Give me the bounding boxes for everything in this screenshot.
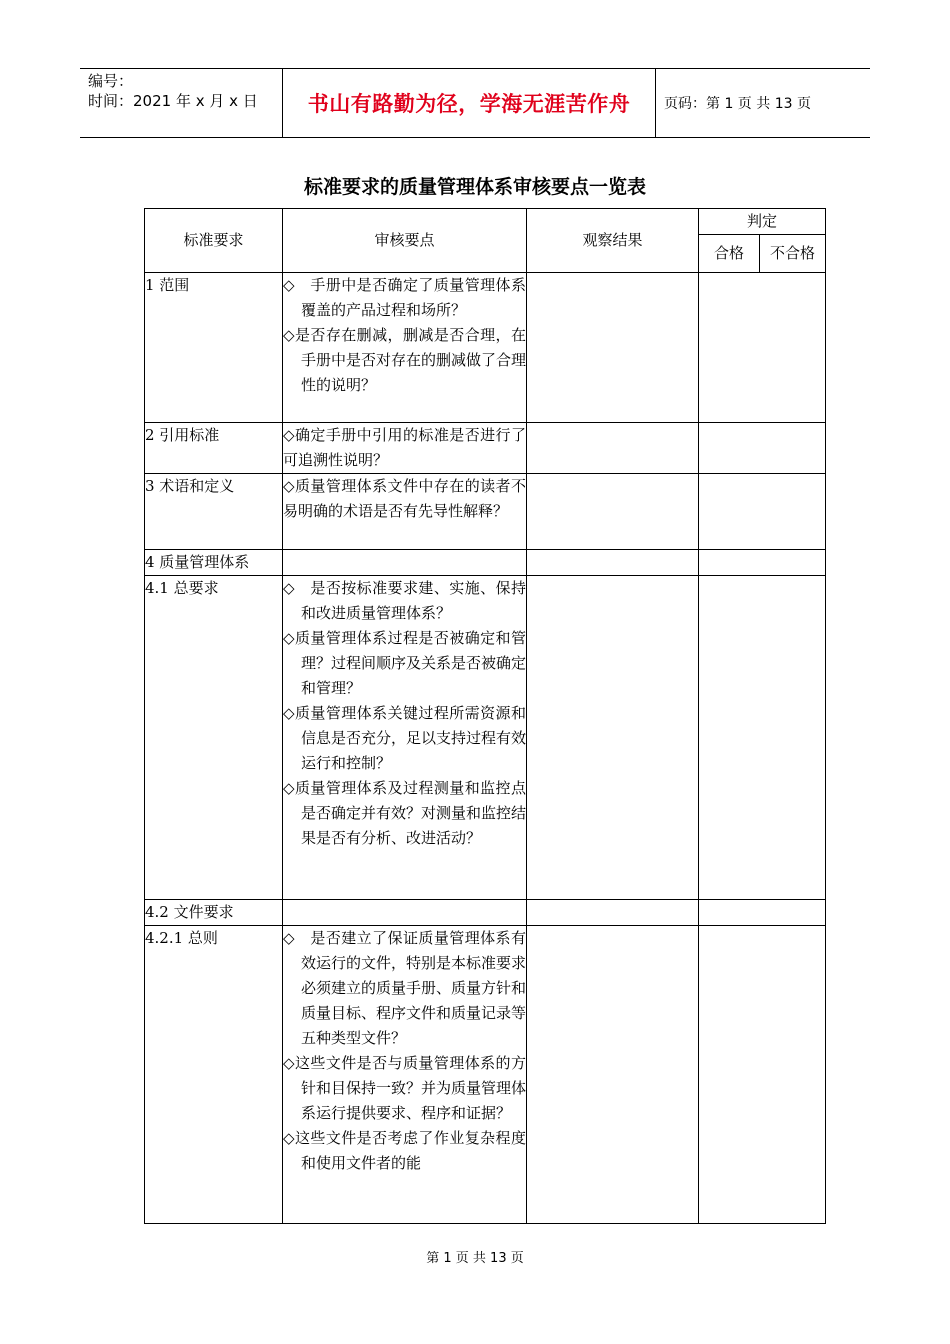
requirement-cell: 4.2.1 总则 (145, 926, 283, 1224)
requirement-cell: 2 引用标准 (145, 423, 283, 474)
header-motto: 书山有路勤为径，学海无涯苦作舟 (307, 92, 631, 116)
observation-cell (527, 576, 699, 900)
requirement-cell: 4.1 总要求 (145, 576, 283, 900)
header-page-info: 页码：第 1 页 共 13 页 (664, 96, 811, 112)
observation-cell (527, 926, 699, 1224)
audit-point: ◇这些文件是否考虑了作业复杂程度和使用文件者的能 (283, 1129, 526, 1172)
document-time-label: 时间：2021 年 x 月 x 日 (88, 92, 258, 110)
audit-point: ◇这些文件是否与质量管理体系的方针和目保持一致？并为质量管理体系运行提供要求、程序和证据？ (283, 1054, 527, 1122)
audit-point: ◇质量管理体系及过程测量和监控点是否确定并有效？对测量和监控结果是否有分析、改进活动？ (283, 779, 527, 847)
header-divider (655, 69, 656, 137)
judgement-cell (699, 576, 826, 900)
table-row (145, 926, 826, 1224)
document-number-label: 编号： (88, 72, 134, 90)
page-footer: 第 1 页 共 13 页 (426, 1251, 524, 1266)
audit-points-cell (283, 423, 527, 474)
table-row (145, 273, 826, 423)
observation-cell (527, 474, 699, 550)
audit-point: ◇确定手册中引用的标准是否进行了可追溯性说明？ (283, 426, 526, 469)
judgement-cell (699, 900, 826, 926)
judgement-cell (699, 550, 826, 576)
audit-point: ◇质量管理体系过程是否被确定和管理？过程间顺序及关系是否被确定和管理？ (283, 629, 527, 697)
judgement-cell (699, 926, 826, 1224)
column-header-requirement: 标准要求 (145, 209, 283, 273)
audit-point: ◇质量管理体系文件中存在的读者不易明确的术语是否有先导性解释？ (283, 477, 526, 520)
judgement-cell (699, 474, 826, 550)
table-row (145, 550, 826, 576)
column-header-observation: 观察结果 (527, 209, 699, 273)
page-header (80, 68, 870, 138)
table-row (145, 423, 826, 474)
observation-cell (527, 900, 699, 926)
audit-points-cell (283, 474, 527, 550)
audit-point: ◇ 是否按标准要求建、实施、保持和改进质量管理体系？ (283, 579, 526, 622)
observation-cell (527, 423, 699, 474)
table-row (145, 474, 826, 550)
column-header-pass: 合格 (699, 235, 760, 273)
audit-points-cell (283, 926, 527, 1224)
column-header-audit-points: 审核要点 (283, 209, 527, 273)
audit-points-cell (283, 900, 527, 926)
document-title: 标准要求的质量管理体系审核要点一览表 (303, 176, 646, 198)
table-row (145, 900, 826, 926)
audit-point: ◇是否存在删减，删减是否合理，在手册中是否对存在的删减做了合理性的说明？ (283, 326, 527, 394)
requirement-cell: 3 术语和定义 (145, 474, 283, 550)
audit-point: ◇ 是否建立了保证质量管理体系有效运行的文件，特别是本标准要求必须建立的质量手册、质量方针和质量目标、程序文件和质量记录等五种类型文件？ (283, 929, 527, 1047)
observation-cell (527, 550, 699, 576)
table-row (145, 576, 826, 900)
column-header-fail: 不合格 (760, 235, 826, 273)
judgement-cell (699, 423, 826, 474)
audit-point: ◇ 手册中是否确定了质量管理体系覆盖的产品过程和场所？ (283, 276, 526, 319)
audit-points-cell (283, 576, 527, 900)
requirement-cell: 1 范围 (145, 273, 283, 423)
observation-cell (527, 273, 699, 423)
audit-points-cell (283, 550, 527, 576)
column-header-judgement: 判定 (699, 209, 826, 235)
audit-point: ◇质量管理体系关键过程所需资源和信息是否充分，足以支持过程有效运行和控制？ (283, 704, 527, 772)
audit-points-cell (283, 273, 527, 423)
header-meta (88, 71, 278, 111)
audit-table (144, 208, 826, 1224)
judgement-cell (699, 273, 826, 423)
requirement-cell: 4.2 文件要求 (145, 900, 283, 926)
requirement-cell: 4 质量管理体系 (145, 550, 283, 576)
